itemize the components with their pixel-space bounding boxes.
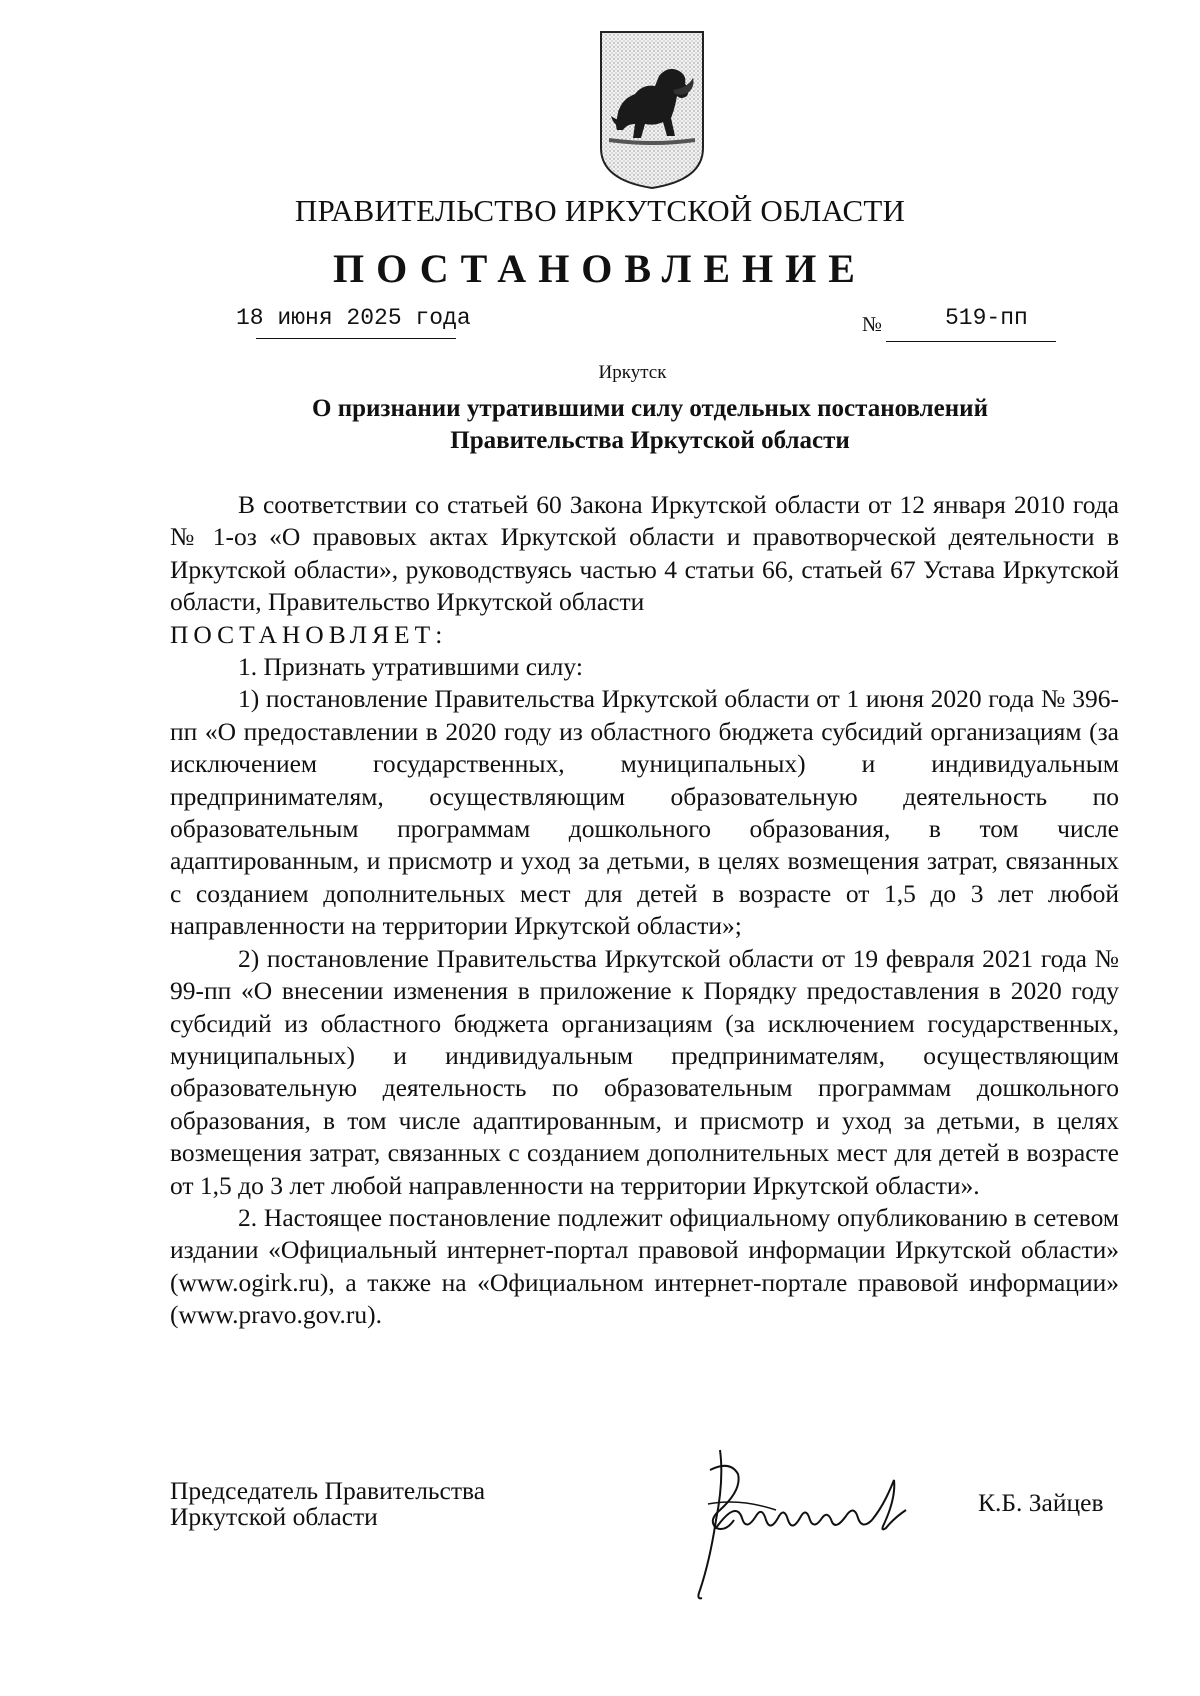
clause-2: 2. Настоящее постановление подлежит официальному опубликованию в сетевом издании «Официальный интернет-портал правовой информации Иркутской области» (www.ogirk.ru), а также на «Официальном интернет-портале правовой информации» (www.pravo.gov.ru). — [170, 1202, 1119, 1330]
number-sign: № — [862, 312, 883, 336]
position-line-1: Председатель Правительства — [170, 1476, 486, 1505]
government-name: ПРАВИТЕЛЬСТВО ИРКУТСКОЙ ОБЛАСТИ — [294, 193, 906, 228]
preamble-paragraph: В соответствии со статьей 60 Закона Иркутской области от 12 января 2010 года № 1-оз «О правовых актах Иркутской области и правотворческой деятельности в Иркутской области», руководствуясь частью 4 статьи 66, статьей 67 Устава Иркутской области, Правительство Иркутской области — [170, 490, 1119, 617]
title-line-2: Правительства Иркутской области — [450, 427, 850, 454]
decree-word: ПОСТАНОВЛЯЕТ: — [170, 619, 448, 649]
clause-1-1: 1) постановление Правительства Иркутской области от 1 июня 2020 года № 396-пп «О предоставлении в 2020 году из областного бюджета субсидий организациям (за исключением государственных, муниципальных) и индивидуальным предпринимателям, осуществляющим образовательную деятельность по образовательным программам дошкольного образования, в том числе адаптированным, и присмотр и уход за детьми, в целях возмещения затрат, связанных с созданием дополнительных мест для детей в возрасте от 1,5 до 3 лет любой направленности на территории Иркутской области»; — [170, 684, 1119, 941]
document-number: 519-пп — [945, 305, 1028, 331]
clause-1: 1. Признать утратившими силу: — [238, 652, 583, 682]
title-line-1: О признании утратившими силу отдельных постановлений — [312, 395, 988, 422]
number-underline — [886, 341, 1056, 342]
position-line-2: Иркутской области — [170, 1502, 378, 1531]
handwritten-signature-icon — [680, 1440, 930, 1610]
signatory-position — [170, 1478, 485, 1530]
signer-name: К.Б. Зайцев — [978, 1488, 1104, 1517]
document-date: 18 июня 2025 года — [236, 305, 471, 331]
date-underline — [256, 338, 456, 339]
coat-of-arms-icon — [597, 30, 707, 190]
document-kind: ПОСТАНОВЛЕНИЕ — [333, 246, 867, 291]
clause-1-2: 2) постановление Правительства Иркутской области от 19 февраля 2021 года № 99-пп «О внесении изменения в приложение к Порядку предоставления в 2020 году субсидий из областного бюджета организациям (за исключением государственных, муниципальных) и индивидуальным предпринимателям, осуществляющим образовательную деятельность по образовательным программам дошкольного образования, в том числе адаптированным, и присмотр и уход за детьми, в целях возмещения затрат, связанных с созданием дополнительных мест для детей в возрасте от 1,5 до 3 лет любой направленности на территории Иркутской области». — [170, 943, 1119, 1200]
document-body — [170, 489, 1119, 1332]
city: Иркутск — [598, 362, 667, 383]
document-title — [150, 393, 1150, 457]
